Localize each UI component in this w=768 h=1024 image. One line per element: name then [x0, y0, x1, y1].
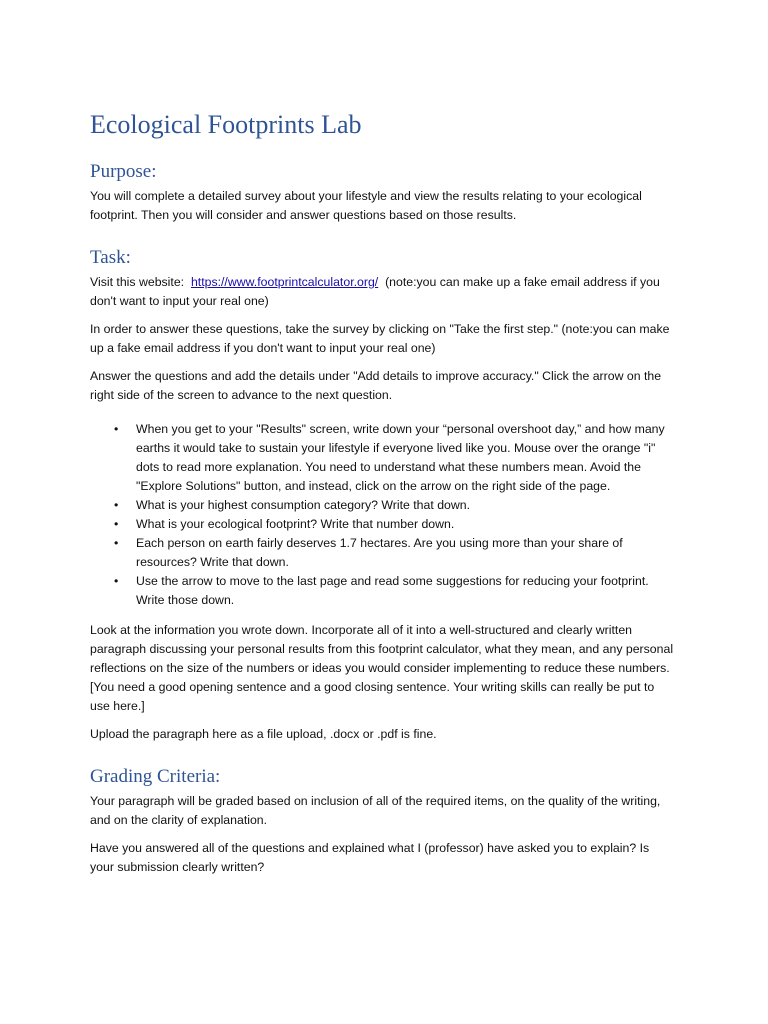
bullet-item	[90, 515, 675, 534]
task-upload-text: Upload the paragraph here as a file upload, .docx or .pdf is fine.	[90, 727, 437, 741]
bullet-item	[90, 534, 675, 572]
grading-text-1: Your paragraph will be graded based on inclusion of all of the required items, on the quality of the writing, and on the clarity of explanation.	[90, 794, 661, 827]
bullet-text: When you get to your "Results" screen, write down your “personal overshoot day,” and how many earths it would take to sustain your lifestyle if everyone lived like you. Mouse over the orange "i" dots to read more explanation. You need to understand what these numbers mean. Avoid the "Explore Solutions" button, and instead, click on the arrow on the right side of the page.	[136, 422, 665, 493]
task-paragraph-instructions: Look at the information you wrote down. Incorporate all of it into a well-structured and clearly written paragraph discussing your personal results from this footprint calculator, what they mean, and any personal reflections on the size of the numbers or ideas you would consider implementing to reduce these numbers. [You need a good opening sentence and a good closing sentence. Your writing skills can really be put to use here.]	[90, 623, 674, 713]
bullet-symbol: •	[114, 498, 119, 512]
task-visit-paragraph	[90, 273, 675, 311]
bullet-text: Use the arrow to move to the last page and read some suggestions for reducing your footprint. Write those down.	[136, 574, 649, 607]
task-bullet-list	[90, 420, 675, 610]
task-heading: Task:	[90, 247, 131, 268]
bullet-symbol: •	[114, 517, 119, 531]
bullet-text: What is your highest consumption category? Write that down.	[136, 498, 471, 512]
visit-prefix: Visit this website:	[90, 275, 185, 289]
bullet-text: Each person on earth fairly deserves 1.7 hectares. Are you using more than your share of resources? Write that down.	[136, 536, 623, 569]
document-title: Ecological Footprints Lab	[90, 110, 362, 139]
footprint-calculator-link[interactable]: https://www.footprintcalculator.org/	[190, 275, 379, 289]
bullet-symbol: •	[114, 536, 119, 550]
task-details-text: Answer the questions and add the details under "Add details to improve accuracy." Click the arrow on the right side of the screen to advance to the next question.	[90, 369, 662, 402]
purpose-text: You will complete a detailed survey about your lifestyle and view the results relating to your ecological footprint. Then you will consider and answer questions based on those results.	[90, 189, 642, 222]
bullet-symbol: •	[114, 422, 119, 436]
grading-heading: Grading Criteria:	[90, 766, 221, 787]
task-survey-text: In order to answer these questions, take the survey by clicking on "Take the first step." (note:you can make up a fake email address if you don't want to input your real one)	[90, 322, 670, 355]
bullet-item	[90, 496, 675, 515]
bullet-item	[90, 420, 675, 496]
visit-suffix: (note:you can make up a fake email address if you don't want to input your real one)	[90, 275, 660, 308]
bullet-item	[90, 572, 675, 610]
purpose-heading: Purpose:	[90, 161, 157, 182]
grading-text-2: Have you answered all of the questions and explained what I (professor) have asked you to explain? Is your submission clearly written?	[90, 841, 650, 874]
bullet-symbol: •	[114, 574, 119, 588]
bullet-text: What is your ecological footprint? Write that number down.	[136, 517, 455, 531]
document-page	[90, 108, 675, 886]
